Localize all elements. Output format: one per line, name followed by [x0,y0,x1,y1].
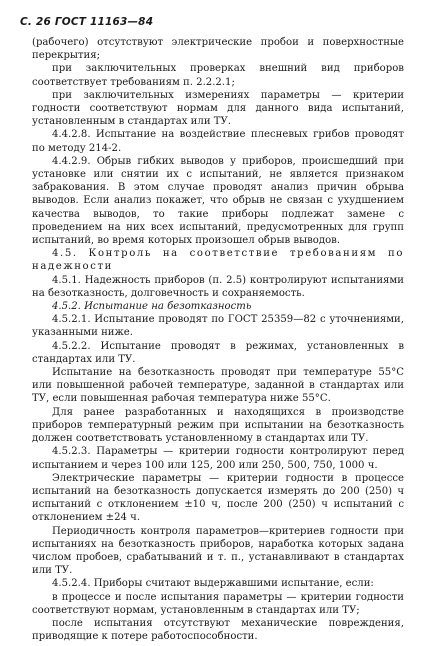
paragraph: Для ранее разработанных и находящихся в производстве приборов температурный режим при испытании на безотказность должен соответствовать установленному в стандартах или ТУ. [32,406,404,445]
document-body [32,36,404,643]
paragraph: в процессе и после испытания параметры — критерии годности соответствуют нормам, установленным в стандартах или ТУ; [32,591,404,616]
paragraph: при заключительных проверках внешний вид приборов соответствует требованиям п. 2.2.2.1; [32,63,404,88]
section-4-5-2-4: 4.5.2.4. Приборы считают выдержавшими испытание, если: [52,578,374,590]
page-header: С. 26 ГОСТ 11163—84 [20,16,154,28]
section-4-4-2-8: 4.4.2.8. Испытание на воздействие плесневых грибов проводят по методу 214-2. [32,129,404,154]
section-heading-4-5-2: 4.5.2. Испытание на безотказность [52,301,252,313]
paragraph: (рабочего) отсутствуют электрические пробои и поверхностные перекрытия; [32,37,404,62]
paragraph: Периодичность контроля параметров—критериев годности при испытаниях на безотказность приборов, наработка которых задана числом пробоев, срабатываний и т. п., устанавливают в стандартах или ТУ. [32,525,404,577]
section-heading-4-5: 4.5. Контроль на соответствие требованиям по надежности [32,248,404,273]
paragraph: Испытание на безотказность проводят при температуре 55°С или повышенной рабочей температуре, заданной в стандартах или ТУ, если повышенная рабочая температура ниже 55°С. [32,367,404,405]
document-page [20,14,404,643]
section-4-5-2-2: 4.5.2.2. Испытание проводят в режимах, установленных в стандартах или ТУ. [32,340,404,365]
paragraph: при заключительных измерениях параметры — критерии годности соответствуют нормам для данного вида испытаний, установленным в стандартах или ТУ. [32,89,404,128]
paragraph: Электрические параметры — критерии годности в процессе испытаний на безотказность допускается измерять до 200 (250) ч испытаний с отклонением ±10 ч, после 200 (250) ч испытаний с отклонением ±24 ч. [32,472,404,524]
paragraph: после испытания отсутствуют механические повреждения, приводящие к потере работоспособности. [32,617,404,643]
section-4-5-1: 4.5.1. Надежность приборов (п. 2.5) контролируют испытаниями на безотказность, долговечность и сохраняемость. [32,274,404,299]
section-4-5-2-1: 4.5.2.1. Испытание проводят по ГОСТ 25359—82 с уточнениями, указанными ниже. [32,314,404,339]
section-4-5-2-3: 4.5.2.3. Параметры — критерии годности контролируют перед испытанием и через 100 или 125, 200 или 250, 500, 750, 1000 ч. [32,446,404,471]
section-4-4-2-9: 4.4.2.9. Обрыв гибких выводов у приборов, происшедший при установке или снятии их с испытаний, не является признаком забракования. В этом случае проводят анализ причин обрыва выводов. Если анализ покажет, что обрыв не связан с ухудшением качества выводов, то такие приборы подлежат замене с проведением на них всех испытаний, предусмотренных для групп испытаний, во время которых произошел обрыв выводов. [32,155,404,247]
